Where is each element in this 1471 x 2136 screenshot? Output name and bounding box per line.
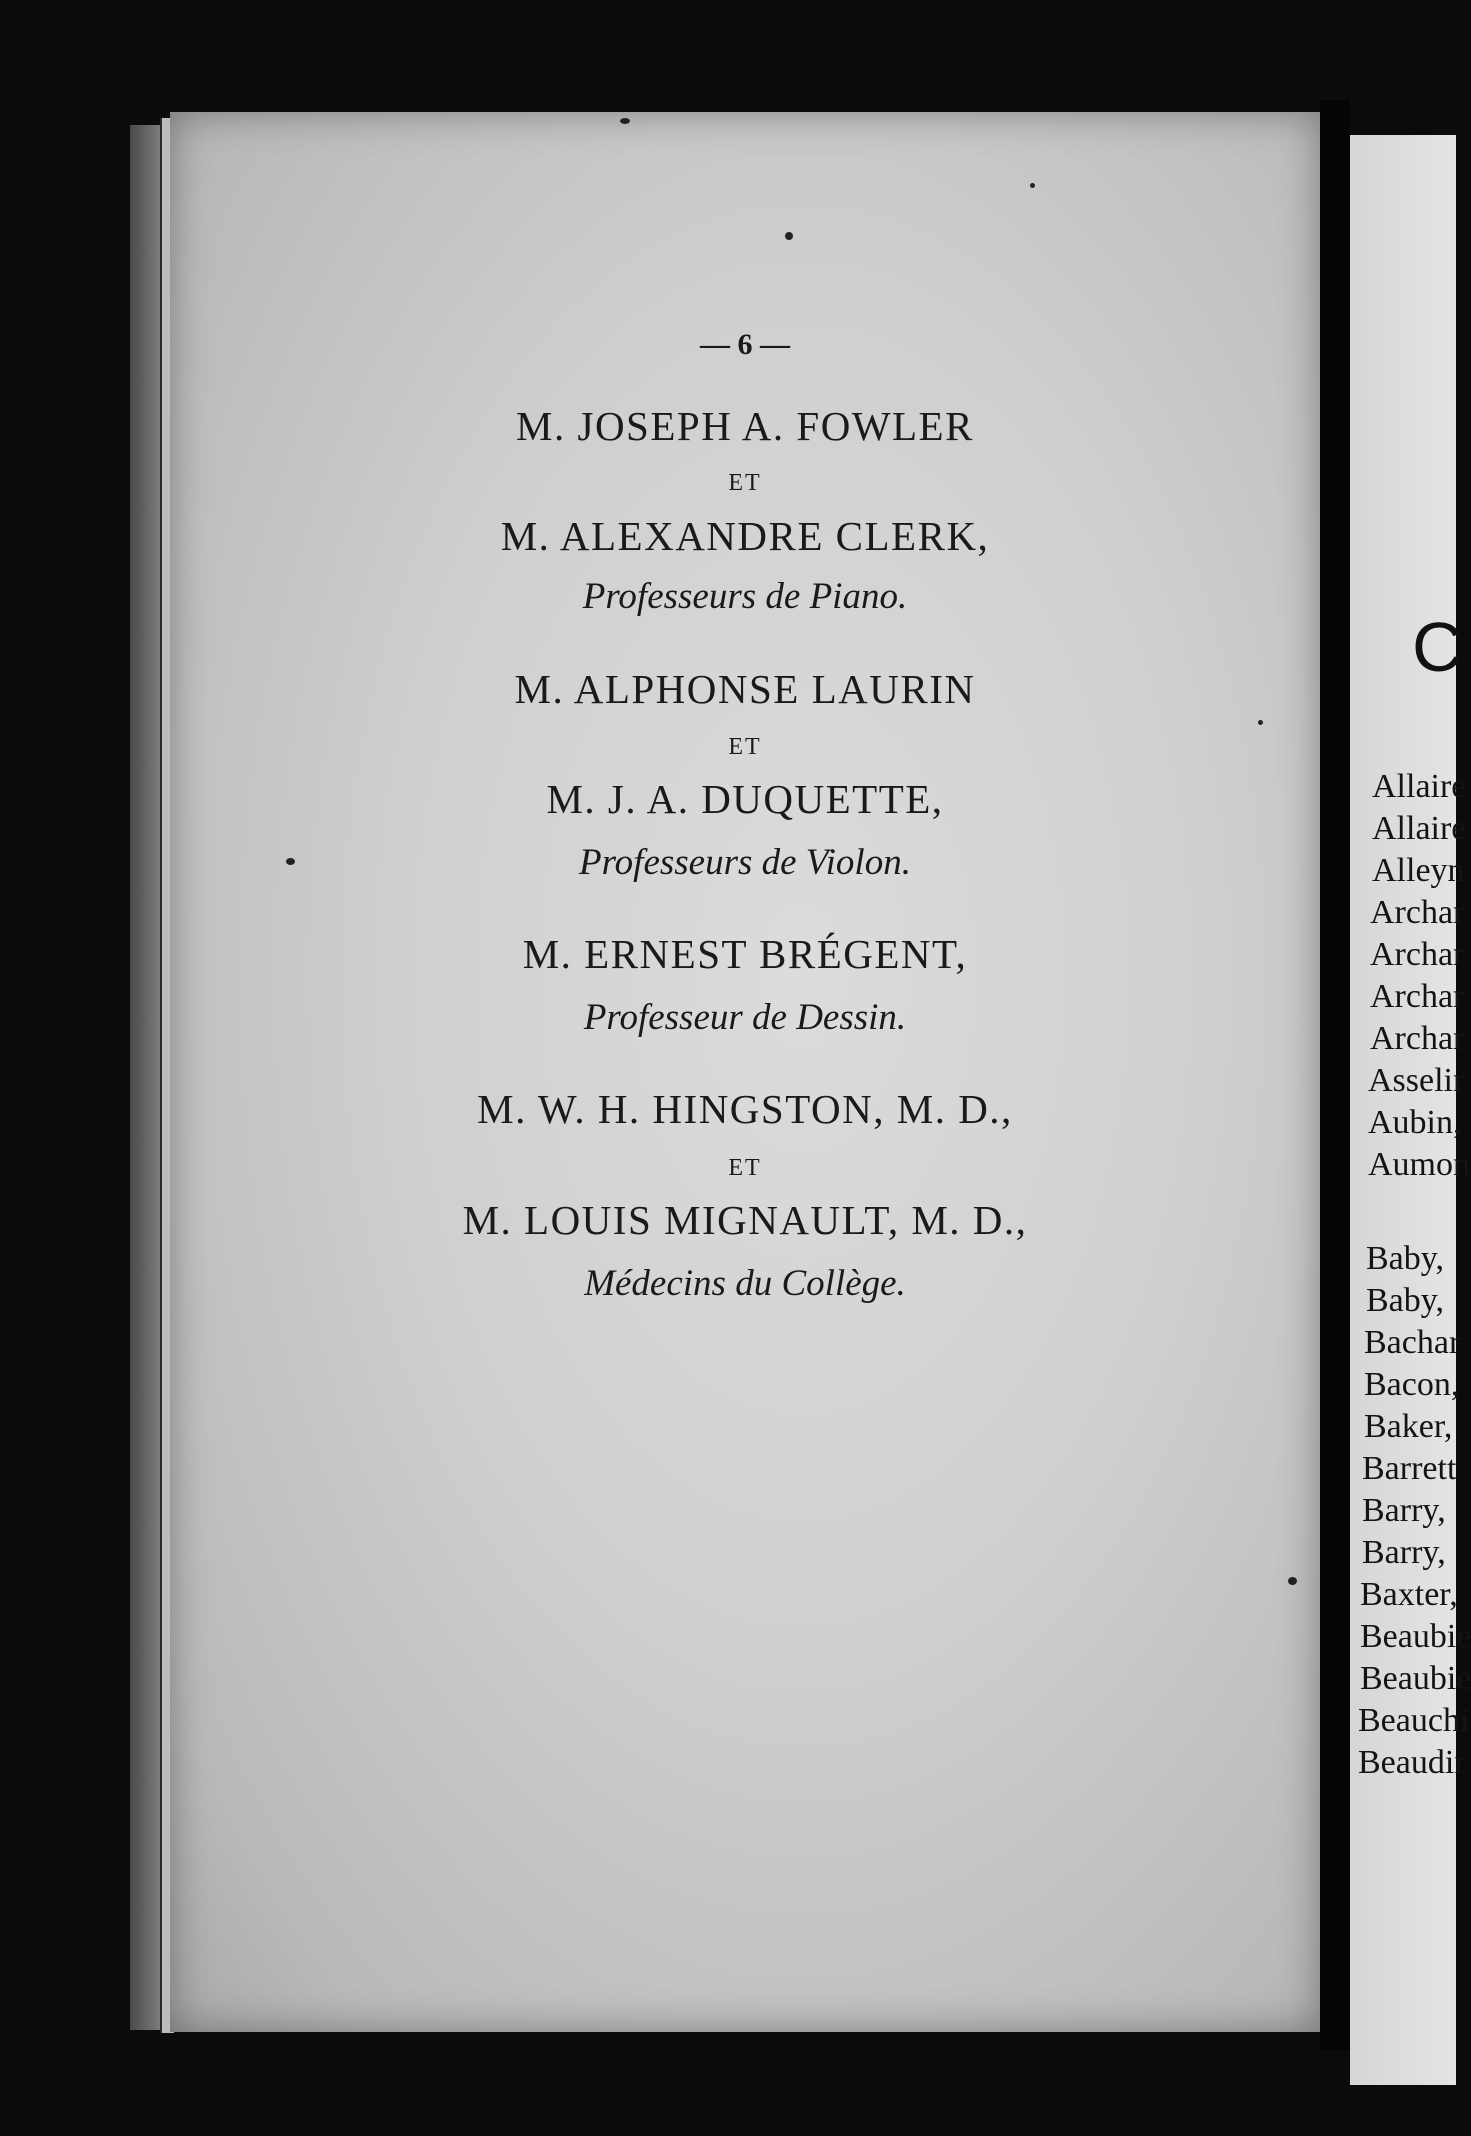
- role-violon: Professeurs de Violon.: [579, 842, 911, 883]
- staff-name-laurin: M. ALPHONSE LAURIN: [514, 666, 976, 712]
- right-page: [1350, 135, 1471, 2085]
- list-item: Baby,: [1366, 1282, 1445, 1319]
- role-medecins: Médecins du Collège.: [584, 1263, 906, 1304]
- list-item: Bachar: [1364, 1324, 1461, 1361]
- scan-speck: [286, 858, 295, 865]
- list-item: Allaire: [1372, 810, 1467, 847]
- scan-speck: [1288, 1577, 1297, 1585]
- list-item: Archar: [1370, 894, 1465, 931]
- list-item: Barry,: [1362, 1492, 1446, 1529]
- list-item: Alleyn: [1372, 852, 1465, 889]
- conjunction-et: ET: [728, 1155, 762, 1181]
- conjunction-et: ET: [728, 734, 762, 760]
- list-item: Archar: [1370, 936, 1465, 973]
- list-item: Baker,: [1364, 1408, 1453, 1445]
- list-item: Beaudir: [1358, 1744, 1466, 1781]
- list-item: Baby,: [1366, 1240, 1445, 1277]
- staff-name-duquette: M. J. A. DUQUETTE,: [546, 776, 944, 822]
- scan-speck: [620, 118, 630, 124]
- left-page: [170, 112, 1320, 2032]
- list-item: Aumon: [1368, 1146, 1470, 1183]
- list-item: Barrett: [1362, 1450, 1457, 1487]
- list-item: Beaubie: [1360, 1618, 1471, 1655]
- list-item: Beaubie: [1360, 1660, 1471, 1697]
- staff-name-mignault: M. LOUIS MIGNAULT, M. D.,: [462, 1197, 1028, 1243]
- scan-speck: [785, 232, 793, 240]
- list-item: Aubin,: [1368, 1104, 1462, 1141]
- list-item: Baxter,: [1360, 1576, 1458, 1613]
- staff-name-hingston: M. W. H. HINGSTON, M. D.,: [477, 1086, 1013, 1132]
- list-item: Archar: [1370, 978, 1465, 1015]
- right-page-heading: C: [1412, 608, 1463, 686]
- list-item: Barry,: [1362, 1534, 1446, 1571]
- staff-name-fowler: M. JOSEPH A. FOWLER: [516, 403, 974, 449]
- scan-speck: [1030, 183, 1035, 188]
- scan-speck: [1258, 720, 1263, 725]
- page-number: — 6 —: [700, 328, 790, 361]
- conjunction-et: ET: [728, 470, 762, 496]
- book-gutter: [1320, 100, 1350, 2050]
- list-item: Asselir: [1368, 1062, 1465, 1099]
- staff-name-bregent: M. ERNEST BRÉGENT,: [522, 931, 968, 977]
- staff-name-clerk: M. ALEXANDRE CLERK,: [500, 513, 990, 559]
- list-item: Bacon,: [1364, 1366, 1460, 1403]
- role-dessin: Professeur de Dessin.: [583, 997, 907, 1038]
- list-item: Allaire: [1372, 768, 1467, 805]
- list-item: Archar: [1370, 1020, 1465, 1057]
- role-piano: Professeurs de Piano.: [582, 576, 908, 617]
- list-item: Beauchi: [1358, 1702, 1470, 1739]
